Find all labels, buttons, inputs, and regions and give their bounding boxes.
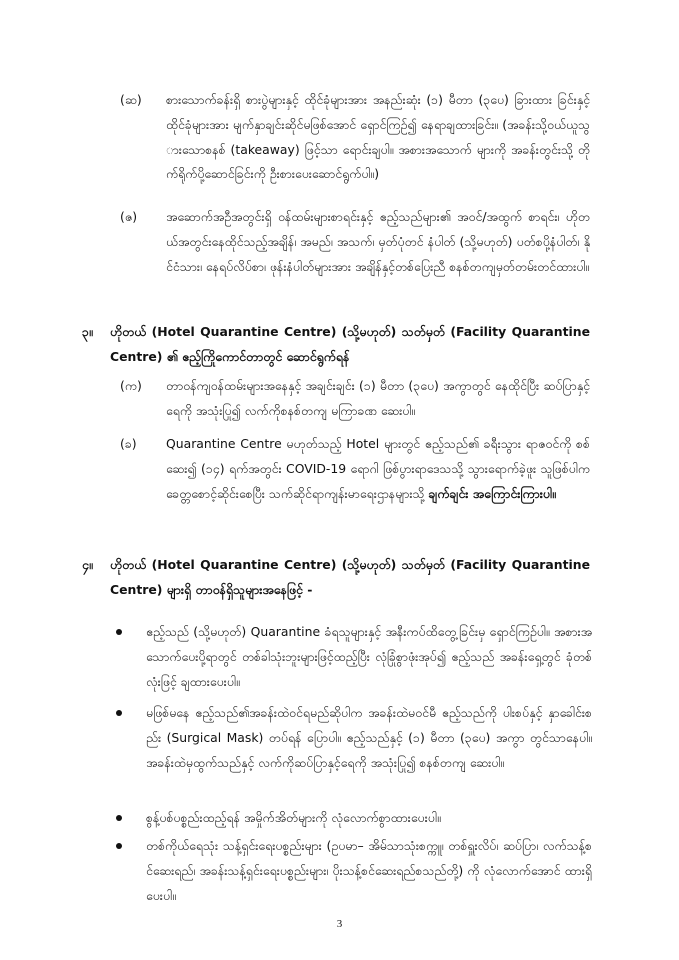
bullet-text: မဖြစ်မနေ ဧည့်သည်၏အခန်းထဲဝင်ရမည်ဆိုပါက အခန်းထဲမဝင်မီ ဧည့်သည်ကို ပါးစပ်နှင့် နှာခေါင်းစည်း (Surgical Mask) တပ်ရန် ပြောပါ။ ဧည့်သည်နှင့် (၁) မီတာ (၃ပေ) အကွာ တွင်သာနေပါ။ အခန်းထဲမှထွက်သည်နှင့် လက်ကိုဆပ်ပြာနှင့်ရေကို အသုံးပြု၍ စနစ်တကျ ဆေးပါ။ [146,705,592,770]
section-number: ၄။ [82,557,93,572]
bullet-text: တစ်ကိုယ်ရေသုံး သန့်ရှင်းရေးပစ္စည်းများ (ဥပမာ– အိမ်သာသုံးစက္ကူ၊ တစ်ရှူးလိပ်၊ ဆပ်ပြာ၊ လက်သန့်စင်ဆေးရည်၊ အခန်းသန့်ရှင်းရေးပစ္စည်းများ၊ ပိုးသန့်စင်ဆေးရည်စသည်တို့) ကို လုံလောက်အောင် ထားရှိပေးပါ။ [146,838,592,903]
item-label: (ခ) [120,436,137,451]
bullet-icon [116,815,122,821]
bullet-text: စွန့်ပစ်ပစ္စည်းထည့်ရန် အမှိုက်အိတ်များကို လုံလောက်စွာထားပေးပါ။ [146,810,441,825]
item-label: (ဆ) [120,92,142,107]
item-text: အဆောက်အဦအတွင်းရှိ ဝန်ထမ်းများစာရင်းနှင့် ဧည့်သည်များ၏ အဝင်/အထွက် စာရင်း၊ ဟိုတယ်အတွင်းနေထိုင်သည့်အချိန်၊ အမည်၊ အသက်၊ မှတ်ပုံတင် နံပါတ် (သို့မဟုတ်) ပတ်စပို့နံပါတ်၊ နိုင်ငံသား၊ နေရပ်လိပ်စာ၊ ဖုန်းနံပါတ်များအား အချိန်နှင့်တစ်ပြေးညီ စနစ်တကျမှတ်တမ်းတင်ထားပါ။ [166,209,590,274]
bullet-text: ဧည့်သည် (သို့မဟုတ်) Quarantine ခံရသူများနှင့် အနီးကပ်ထိတွေ့ခြင်းမှ ရှောင်ကြဉ်ပါ။ အစားအသောက်ပေးပို့ရာတွင် တစ်ခါသုံးဘူးများဖြင့်ထည့်ပြီး လုံခြုံစွာဖုံးအုပ်၍ ဧည့်သည် အခန်းရှေ့တွင် ခုံတစ်လုံးဖြင့် ချထားပေးပါ။ [146,624,592,689]
section-title: ဟိုတယ် (Hotel Quarantine Centre) (သို့မဟုတ်) သတ်မှတ် (Facility Quarantine Centre) ၏ ဧည့်ကြိုကောင်တာတွင် ဆောင်ရွက်ရန် [110,324,590,364]
item-text: တာဝန်ကျဝန်ထမ်းများအနေနှင့် အချင်းချင်း (၁) မီတာ (၃ပေ) အကွာတွင် နေထိုင်ပြီး ဆပ်ပြာနှင့်ရေကို အသုံးပြု၍ လက်ကိုစနစ်တကျ မကြာခဏ ဆေးပါ။ [166,378,590,418]
page-number: 3 [336,918,343,930]
item-text-emphasis: ချက်ချင်း အကြောင်းကြားပါ။ [428,485,556,501]
section-title: ဟိုတယ် (Hotel Quarantine Centre) (သို့မဟုတ်) သတ်မှတ် (Facility Quarantine Centre) များရှိ တာဝန်ရှိသူများအနေဖြင့် - [110,557,590,597]
bullet-icon [116,843,122,849]
item-text: စားသောက်ခန်းရှိ စားပွဲများနှင့် ထိုင်ခုံများအား အနည်းဆုံး (၁) မီတာ (၃ပေ) ခြားထား ခြင်းနှင့် ထိုင်ခုံများအား မျက်နှာချင်းဆိုင်မဖြစ်အောင် ရှောင်ကြဉ်၍ နေရာချထားခြင်း။ (အခန်းသို့ဝယ်ယူသွားသောစနစ် (takeaway) ဖြင့်သာ ရောင်းချပါ။ အစားအသောက် များကို အခန်းတွင်းသို့ တိုက်ရိုက်ပို့ဆောင်ခြင်းကို ဦးစားပေးဆောင်ရွက်ပါ။) [166,92,590,182]
item-label: (ဇ) [120,209,138,224]
section-number: ၃။ [82,324,93,339]
item-text-regular: Quarantine Centre မဟုတ်သည့် Hotel များတွင် ဧည့်သည်၏ ခရီးသွား ရာဇဝင်ကို စစ်ဆေး၍ (၁၄) ရက်အတွင်း COVID-19 ရောဂါ ဖြစ်ပွားရာဒေသသို့ သွားရောက်ခဲ့ဖူး သူဖြစ်ပါက ခေတ္တစောင့်ဆိုင်းစေပြီး သက်ဆိုင်ရာကျန်းမာရေးဌာနများသို့ [166,436,590,501]
item-label: (က) [120,378,142,393]
bullet-icon [116,710,122,716]
item-text [166,432,590,506]
bullet-icon [116,629,122,635]
